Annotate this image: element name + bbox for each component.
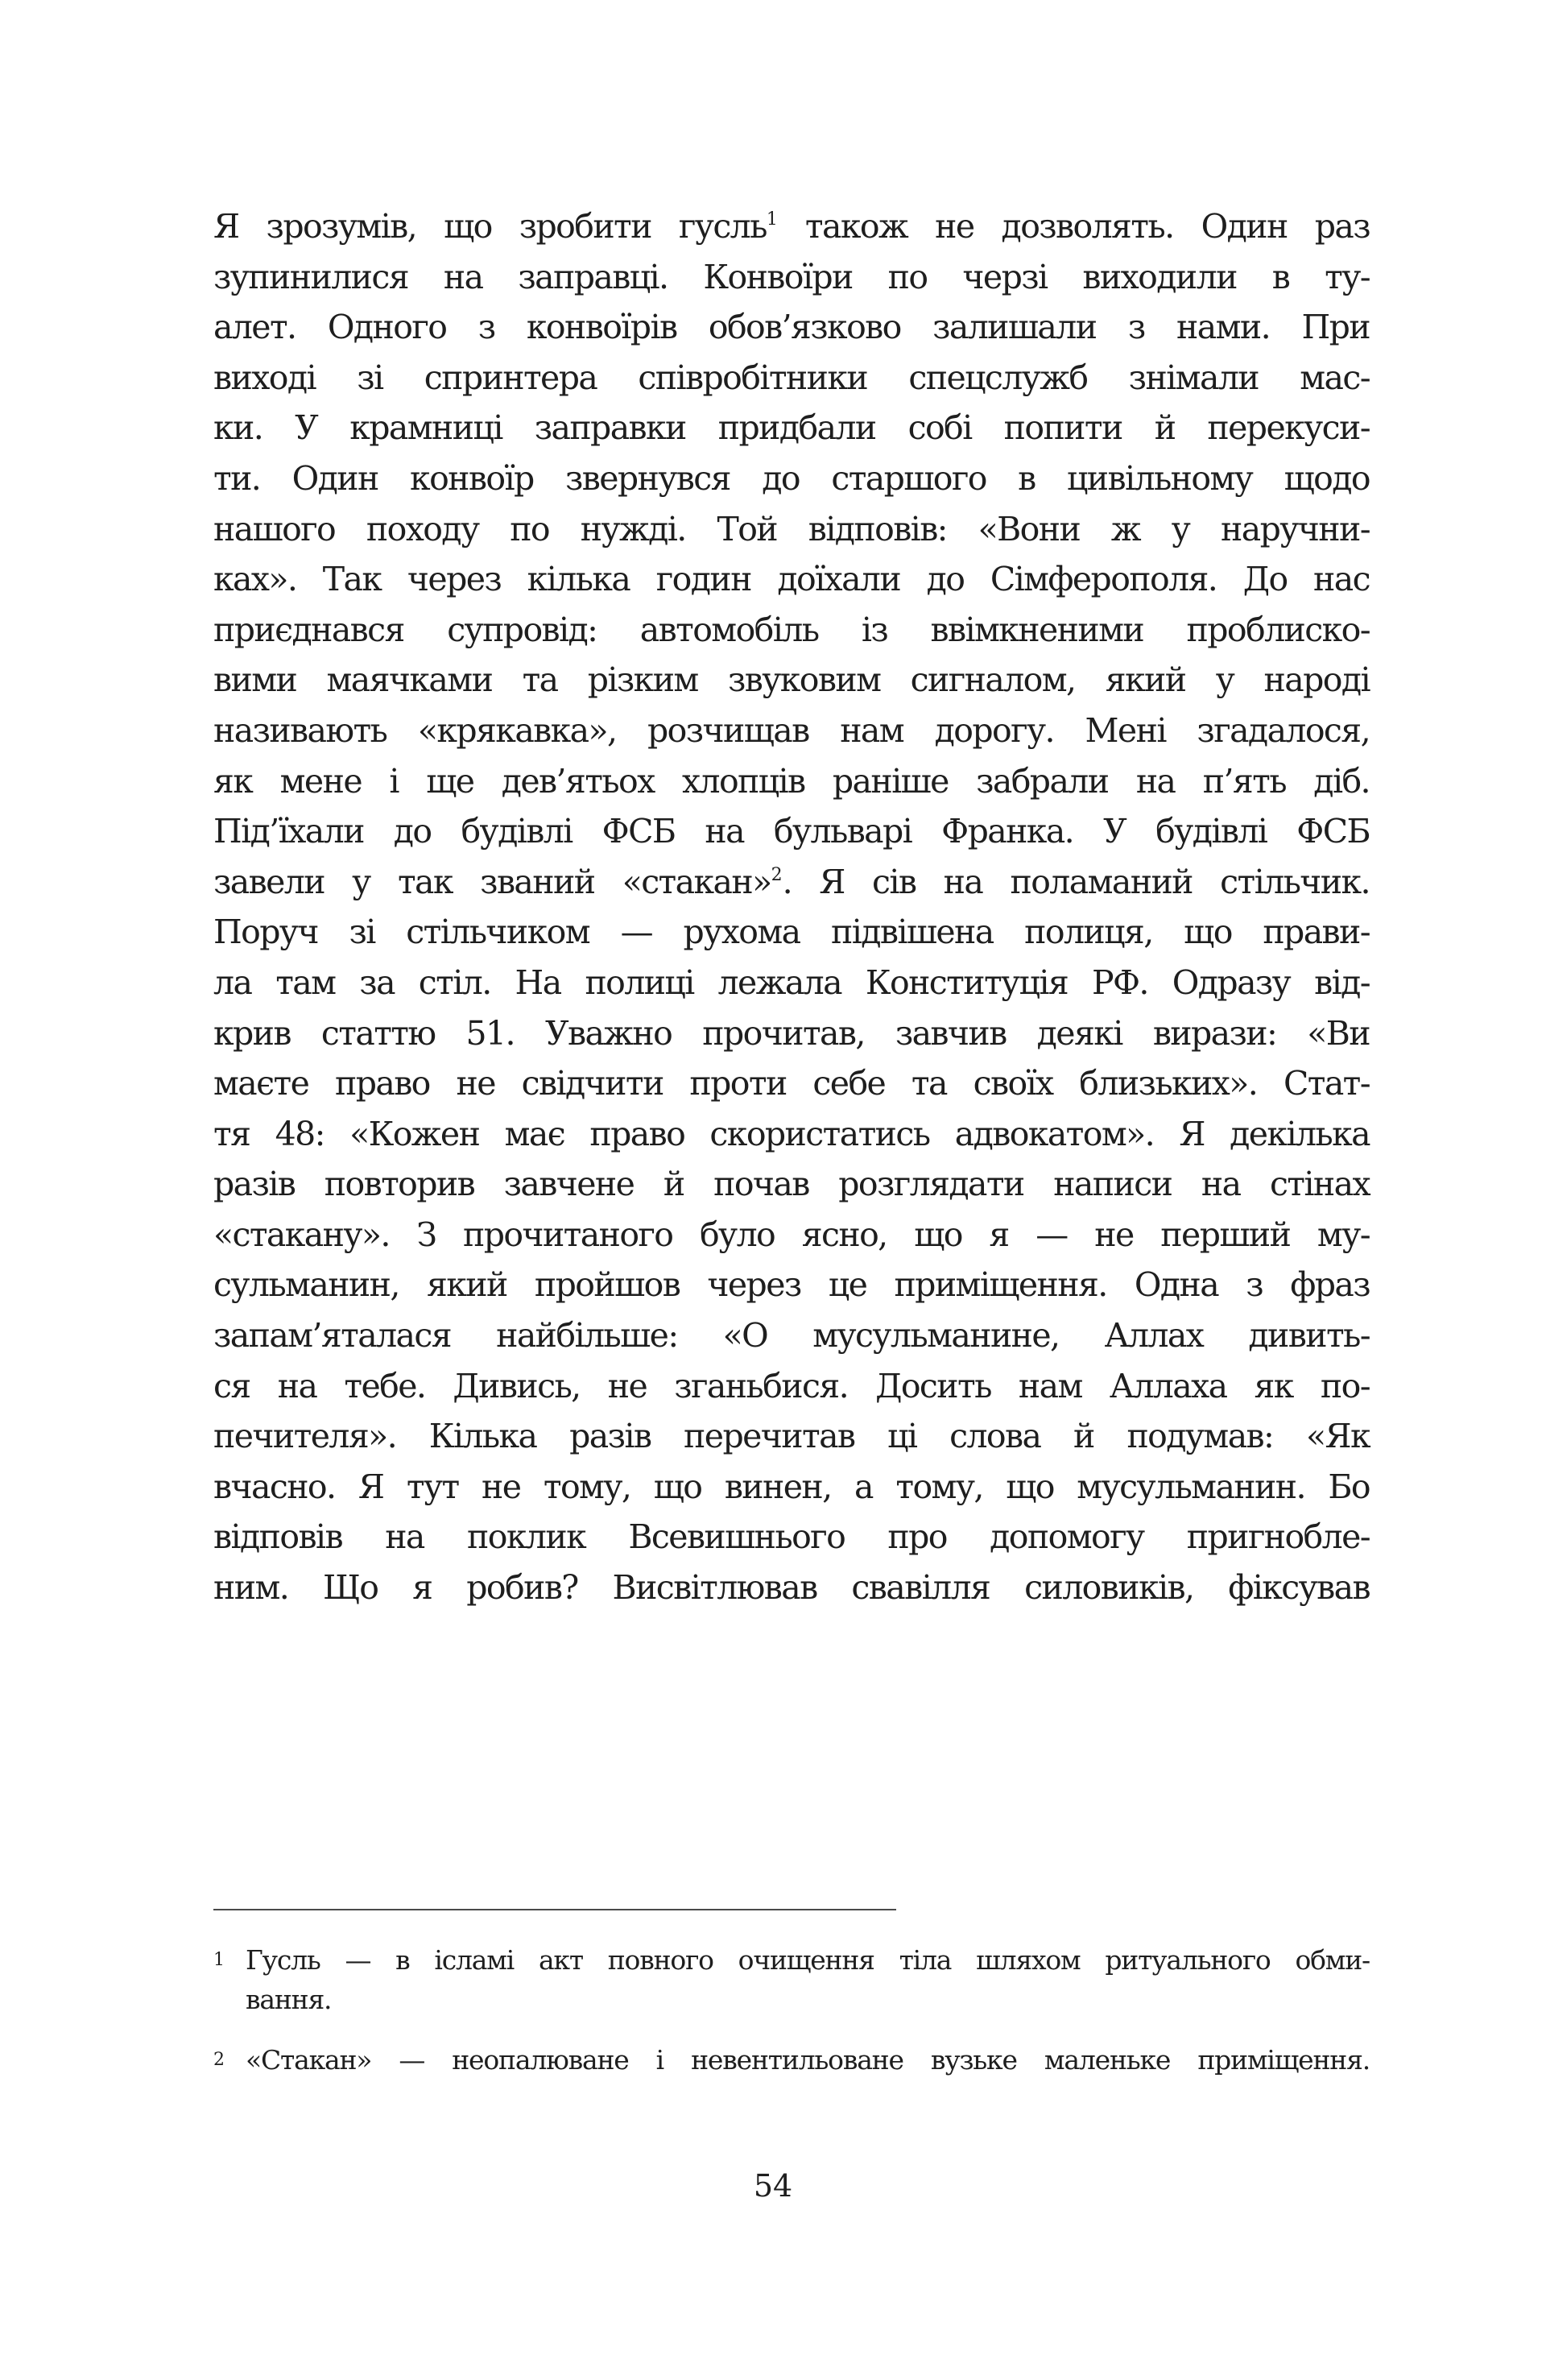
text-line: разів повторив завчене й почав розглядати написи на стінах (213, 1165, 1370, 1204)
text-line: крив статтю 51. Уважно прочитав, завчив деякі вирази: «Ви (213, 1013, 1370, 1053)
footnote-reference[interactable]: 2 (771, 864, 783, 885)
text-line: алет. Одного з конвоїрів обов’язково залишали з нами. При (213, 308, 1370, 347)
footnote-text-line: Гусль — в ісламі акт повного очищення тіла шляхом ритуального обми- (246, 1944, 1370, 1976)
page-number: 54 (753, 2168, 793, 2204)
text-line: виході зі спринтера співробітники спецслужб знімали мас- (213, 358, 1370, 397)
text-line: тя 48: «Кожен має право скористатись адвокатом». Я декілька (213, 1114, 1370, 1153)
footnote-number: 1 (213, 1950, 225, 1970)
text-line: ти. Один конвоїр звернувся до старшого в цивільному щодо (213, 458, 1370, 498)
text-line: відповів на поклик Всевишнього про допомогу пригнобле- (213, 1517, 1370, 1557)
text-line: зупинилися на заправці. Конвоїри по черзі виходили в ту- (213, 257, 1370, 296)
footnote-number: 2 (213, 2050, 225, 2070)
footnote-separator (213, 1909, 896, 1910)
text-line: маєте право не свідчити проти себе та своїх близьких». Стат- (213, 1064, 1370, 1103)
text-line: вчасно. Я тут не тому, що винен, а тому, що мусульманин. Бо (213, 1467, 1370, 1506)
text-line: сульманин, який пройшов через це приміщення. Одна з фраз (213, 1265, 1370, 1305)
text-line: ках». Так через кілька годин доїхали до Сімферополя. До нас (213, 560, 1370, 599)
text-line: печителя». Кілька разів перечитав ці слова й подумав: «Як (213, 1417, 1370, 1456)
footnote-reference[interactable]: 1 (766, 209, 778, 230)
footnote-1 (213, 1939, 1370, 2018)
text-line: запам’яталася найбільше: «О мусульманине, Аллах дивить- (213, 1316, 1370, 1356)
text-line: нашого походу по нужді. Той відповів: «Вони ж у наручни- (213, 509, 1370, 548)
footnotes (213, 1939, 1370, 2079)
footnote-2 (213, 2039, 1370, 2079)
text-line: як мене і ще дев’ятьох хлопців раніше забрали на п’ять діб. (213, 761, 1370, 801)
text-line: приєднався супровід: автомобіль із ввімкненими проблиско- (213, 610, 1370, 649)
text-line: ся на тебе. Дивись, не зганьбися. Досить нам Аллаха як по- (213, 1366, 1370, 1405)
footnote-text-line: вання. (246, 1984, 332, 2015)
text-line: Поруч зі стільчиком — рухома підвішена полиця, що прави- (213, 913, 1370, 952)
text-line: завели у так званий «стакан»$^2$. Я сів на поламаний стільчик. (213, 862, 1370, 901)
text-line: «стакану». З прочитаного було ясно, що я — не перший му- (213, 1215, 1370, 1254)
footnote-text-line: «Стакан» — неопалюване і невентильоване вузьке маленьке приміщення. (246, 2044, 1370, 2076)
text-line: ла там за стіл. На полиці лежала Конституція РФ. Одразу від- (213, 962, 1370, 1002)
body-text (213, 201, 1370, 1613)
text-line: Я зрозумів, що зробити гусль$^1$ також не дозволять. Один раз (213, 207, 1370, 246)
text-line: Під’їхали до будівлі ФСБ на бульварі Франка. У будівлі ФСБ (213, 812, 1370, 851)
text-line: вими маячками та різким звуковим сигналом, який у народі (213, 660, 1370, 700)
text-line: ки. У крамниці заправки придбали собі попити й перекуси- (213, 408, 1370, 448)
text-line: називають «крякавка», розчищав нам дорогу. Мені згадалося, (213, 710, 1370, 750)
text-line: ним. Що я робив? Висвітлював свавілля силовиків, фіксував (213, 1568, 1370, 1608)
